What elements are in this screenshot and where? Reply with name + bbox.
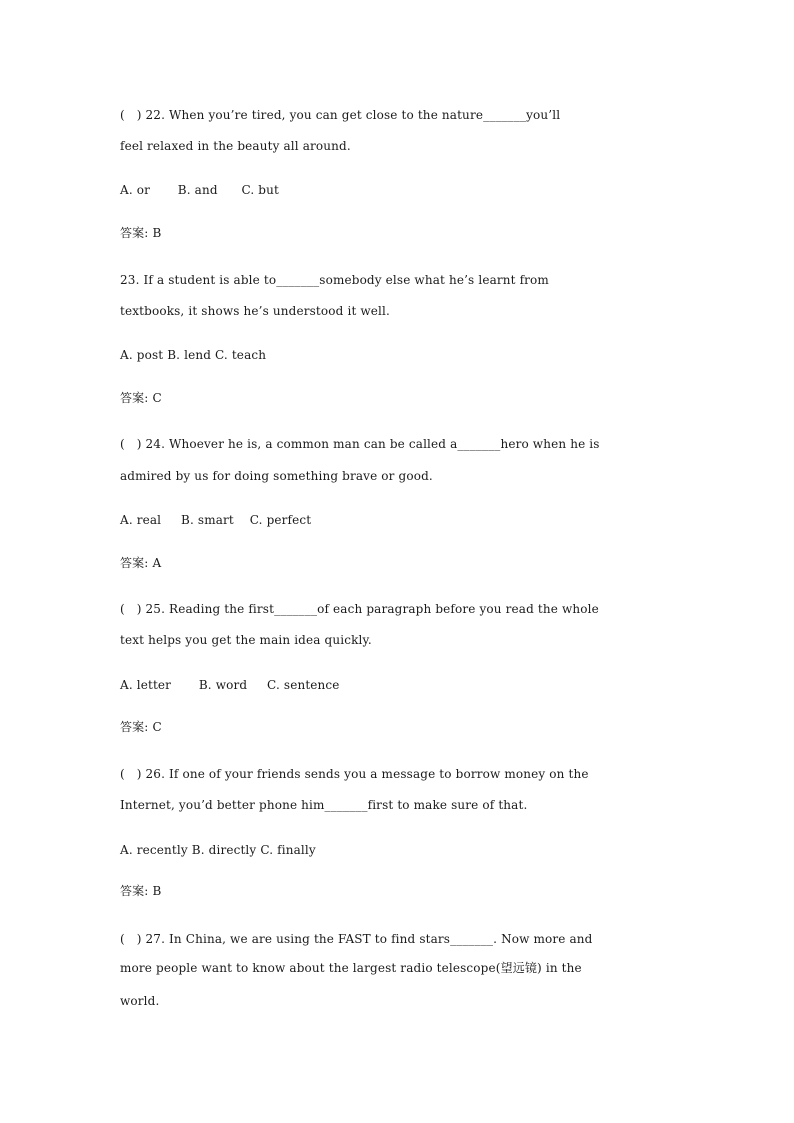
q26-line-1: ( ) 26. If one of your friends sends you a message to borrow money on the bbox=[120, 767, 589, 781]
q22-line-2: feel relaxed in the beauty all around. bbox=[120, 139, 351, 153]
q26-options: A. recently B. directly C. finally bbox=[120, 843, 316, 857]
q25-answer: 答案: C bbox=[120, 720, 162, 734]
q22-options: A. or B. and C. but bbox=[120, 183, 279, 197]
q23-answer: 答案: C bbox=[120, 391, 162, 405]
q26-line-2: Internet, you’d better phone him_______first to make sure of that. bbox=[120, 798, 528, 812]
q22-answer: 答案: B bbox=[120, 226, 162, 240]
q23-line-1: 23. If a student is able to_______somebody else what he’s learnt from bbox=[120, 273, 549, 287]
q27-line-3: world. bbox=[120, 994, 160, 1008]
q25-line-2: text helps you get the main idea quickly. bbox=[120, 633, 372, 647]
q25-options: A. letter B. word C. sentence bbox=[120, 678, 340, 692]
q24-answer: 答案: A bbox=[120, 556, 162, 570]
q24-line-1: ( ) 24. Whoever he is, a common man can be called a_______hero when he is bbox=[120, 437, 600, 451]
q27-line-1: ( ) 27. In China, we are using the FAST to find stars_______. Now more and bbox=[120, 932, 593, 946]
q26-answer: 答案: B bbox=[120, 884, 162, 898]
q23-options: A. post B. lend C. teach bbox=[120, 348, 267, 362]
q22-line-1: ( ) 22. When you’re tired, you can get close to the nature_______you’ll bbox=[120, 108, 561, 122]
q24-line-2: admired by us for doing something brave or good. bbox=[120, 469, 433, 483]
q24-options: A. real B. smart C. perfect bbox=[120, 513, 312, 527]
q27-line-2: more people want to know about the largest radio telescope(望远镜) in the bbox=[120, 961, 582, 975]
q25-line-1: ( ) 25. Reading the first_______of each paragraph before you read the whole bbox=[120, 602, 599, 616]
q23-line-2: textbooks, it shows he’s understood it well. bbox=[120, 304, 390, 318]
